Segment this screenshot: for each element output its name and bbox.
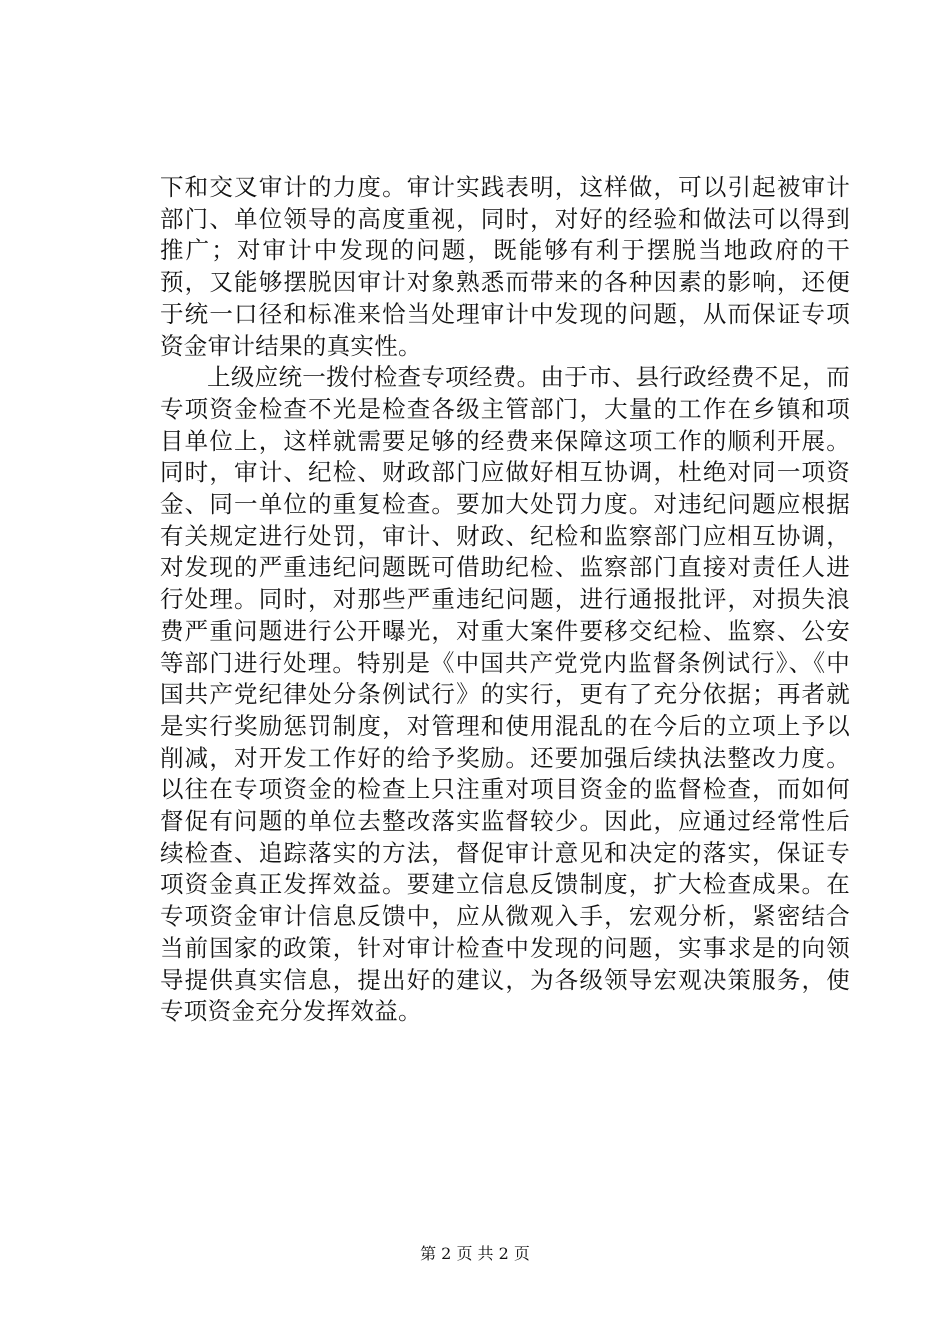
page-footer (0, 1243, 950, 1265)
document-body (160, 172, 850, 1028)
paragraph-funding-and-penalties: 上级应统一拨付检查专项经费。由于市、县行政经费不足，而专项资金检查不光是检查各级主管部门，大量的工作在乡镇和项目单位上，这样就需要足够的经费来保障这项工作的顺利开展。同时，审计、纪检、财政部门应做好相互协调，杜绝对同一项资金、同一单位的重复检查。要加大处罚力度。对违纪问题应根据有关规定进行处罚，审计、财政、纪检和监察部门应相互协调，对发现的严重违纪问题既可借助纪检、监察部门直接对责任人进行处理。同时，对那些严重违纪问题，进行通报批评，对损失浪费严重问题进行公开曝光，对重大案件要移交纪检、监察、公安等部门进行处理。特别是《中国共产党党内监督条例试行》、《中国共产党纪律处分条例试行》的实行，更有了充分依据；再者就是实行奖励惩罚制度，对管理和使用混乱的在今后的立项上予以削减，对开发工作好的给予奖励。还要加强后续执法整改力度。以往在专项资金的检查上只注重对项目资金的监督检查，而如何督促有问题的单位去整改落实监督较少。因此，应通过经常性后续检查、追踪落实的方法，督促审计意见和决定的落实，保证专项资金真正发挥效益。要建立信息反馈制度，扩大检查成果。在专项资金审计信息反馈中，应从微观入手，宏观分析，紧密结合当前国家的政策，针对审计检查中发现的问题，实事求是的向领导提供真实信息，提出好的建议，为各级领导宏观决策服务，使专项资金充分发挥效益。 (160, 363, 850, 1026)
page-number-label: 第 2 页 共 2 页 (420, 1244, 530, 1263)
paragraph-continuation: 下和交叉审计的力度。审计实践表明，这样做，可以引起被审计部门、单位领导的高度重视，同时，对好的经验和做法可以得到推广；对审计中发现的问题，既能够有利于摆脱当地政府的干预，又能够摆脱因审计对象熟悉而带来的各种因素的影响，还便于统一口径和标准来恰当处理审计中发现的问题，从而保证专项资金审计结果的真实性。 (160, 173, 850, 360)
